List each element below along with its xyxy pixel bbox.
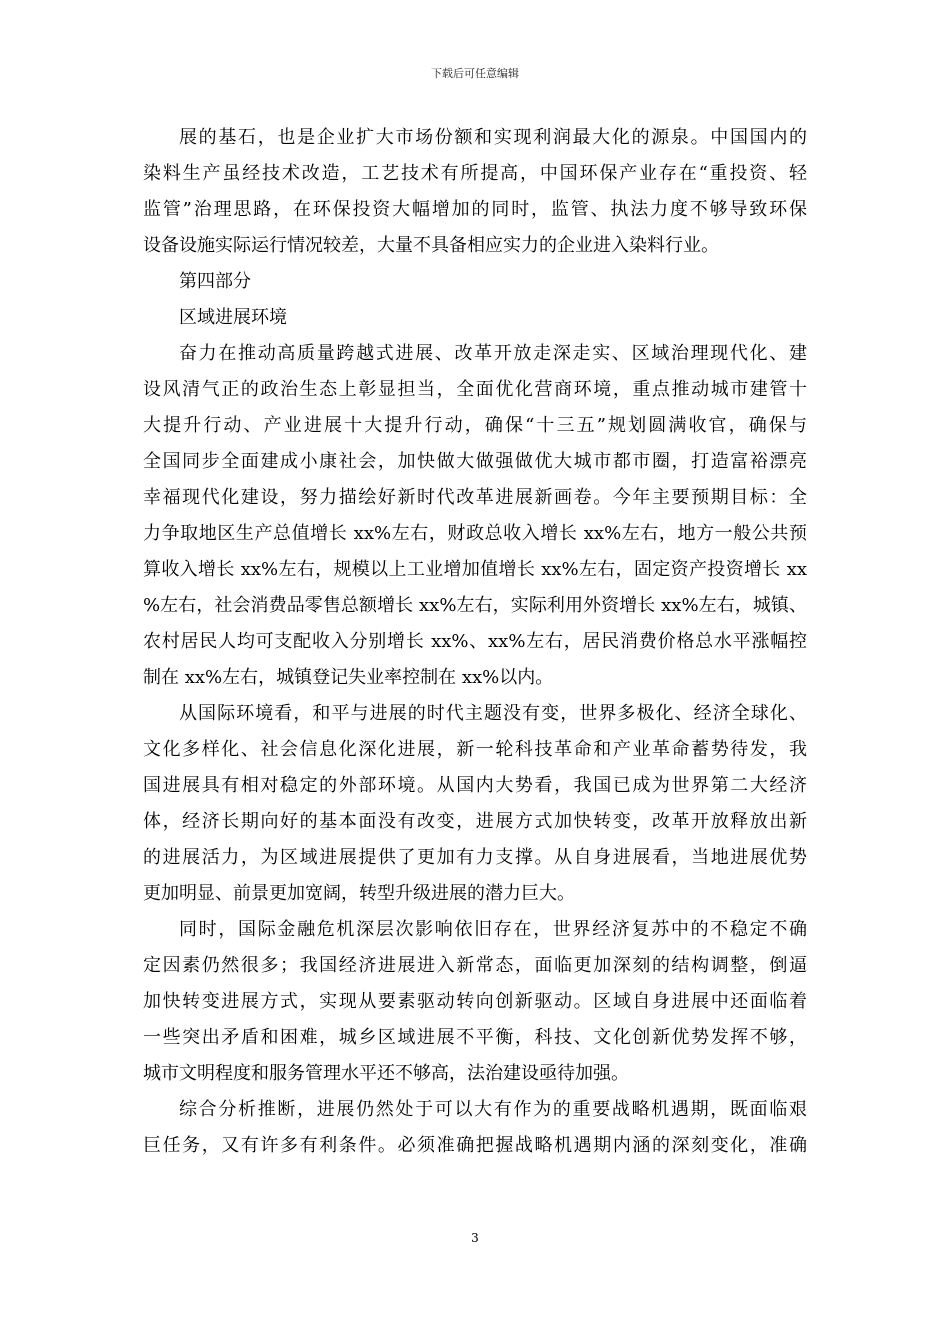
body-text-line: 全国同步全面建成小康社会，加快做大做强做优大城市都市圈，打造富裕漂亮: [143, 451, 807, 472]
page-number: 3: [471, 1231, 479, 1245]
body-text-line: 加快转变进展方式，实现从要素驱动转向创新驱动。区域自身进展中还面临着: [143, 991, 807, 1012]
body-text-line: 染料生产虽经技术改造，工艺技术有所提高，中国环保产业存在“重投资、轻: [143, 163, 807, 184]
body-text-line: 制在 xx%左右，城镇登记失业率控制在 xx%以内。: [143, 667, 554, 688]
body-text-line: %左右，社会消费品零售总额增长 xx%左右，实际利用外资增长 xx%左右，城镇、: [143, 595, 807, 616]
body-text-line: 监管”治理思路，在环保投资大幅增加的同时，监管、执法力度不够导致环保: [143, 199, 807, 220]
body-text-line: 定因素仍然很多；我国经济进展进入新常态，面临更加深刻的结构调整，倒逼: [143, 955, 807, 976]
body-text-line: 区域进展环境: [179, 307, 287, 328]
body-text-line: 国进展具有相对稳定的外部环境。从国内大势看，我国已成为世界第二大经济: [143, 775, 807, 796]
body-text-line: 大提升行动、产业进展十大提升行动，确保“十三五”规划圆满收官，确保与: [143, 415, 807, 436]
page-header-note: 下载后可任意编辑: [431, 67, 519, 80]
body-text-line: 农村居民人均可支配收入分别增长 xx%、xx%左右，居民消费价格总水平涨幅控: [143, 631, 807, 652]
body-text-line: 一些突出矛盾和困难，城乡区域进展不平衡，科技、文化创新优势发挥不够，: [143, 1027, 807, 1048]
body-text-line: 更加明显、前景更加宽阔，转型升级进展的潜力巨大。: [143, 883, 575, 904]
body-text-line: 算收入增长 xx%左右，规模以上工业增加值增长 xx%左右，固定资产投资增长 xx: [143, 559, 807, 580]
body-text-line: 力争取地区生产总值增长 xx%左右，财政总收入增长 xx%左右，地方一般公共预: [143, 523, 807, 544]
body-text-line: 的进展活力，为区域进展提供了更加有力支撑。从自身进展看，当地进展优势: [143, 847, 807, 868]
body-text-line: 幸福现代化建设，努力描绘好新时代改革进展新画卷。今年主要预期目标：全: [143, 487, 807, 508]
body-text-line: 第四部分: [179, 271, 251, 292]
body-text-line: 城市文明程度和服务管理水平还不够高，法治建设亟待加强。: [143, 1063, 629, 1084]
body-text-line: 巨任务，又有许多有利条件。必须准确把握战略机遇期内涵的深刻变化，准确: [143, 1135, 807, 1156]
body-text-line: 奋力在推动高质量跨越式进展、改革开放走深走实、区域治理现代化、建: [179, 343, 807, 364]
body-text-line: 同时，国际金融危机深层次影响依旧存在，世界经济复苏中的不稳定不确: [179, 919, 807, 940]
body-text-line: 展的基石，也是企业扩大市场份额和实现利润最大化的源泉。中国国内的: [179, 127, 807, 148]
body-text-line: 设备设施实际运行情况较差，大量不具备相应实力的企业进入染料行业。: [143, 235, 719, 256]
body-text-line: 从国际环境看，和平与进展的时代主题没有变，世界多极化、经济全球化、: [179, 703, 807, 724]
body-text-line: 设风清气正的政治生态上彰显担当，全面优化营商环境，重点推动城市建管十: [143, 379, 807, 400]
body-text-line: 体，经济长期向好的基本面没有改变，进展方式加快转变，改革开放释放出新: [143, 811, 807, 832]
body-text-line: 综合分析推断，进展仍然处于可以大有作为的重要战略机遇期，既面临艰: [179, 1099, 807, 1120]
document-body: [143, 120, 807, 1164]
body-text-line: 文化多样化、社会信息化深化进展，新一轮科技革命和产业革命蓄势待发，我: [143, 739, 807, 760]
